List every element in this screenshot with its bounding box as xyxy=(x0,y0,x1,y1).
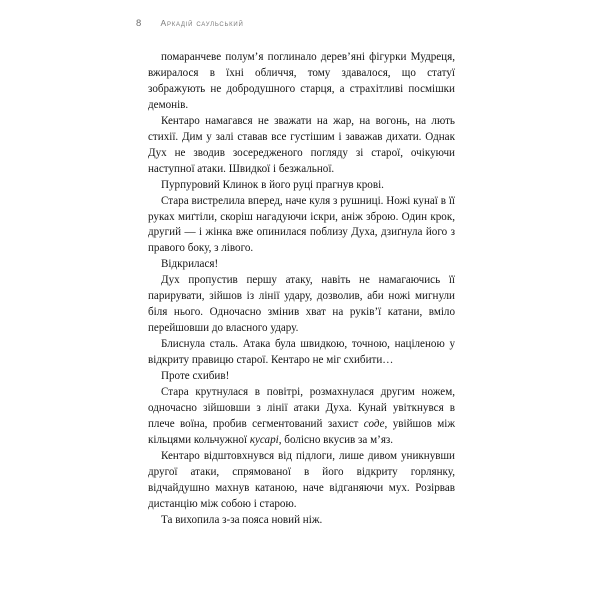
paragraph: Та вихопила з-за пояса новий ніж. xyxy=(161,513,323,526)
paragraph: Дух пропустив першу атаку, навіть не намагаючись її парирувати, зійшов із лінії удару, дозволив, аби ножі мигнули біля нього. Одночасно змінив хват на руків’ї катани, вміло перейшовши до власного удару. xyxy=(148,274,455,335)
paragraph: Проте схибив! xyxy=(161,370,230,383)
text-run: Стара крутнулася в повітрі, розмахнулася другим ножем, одночасно зійшовши з лінії атаки Духа. Кунай увіткнувся в плече воїна, пробив сегментований захист xyxy=(148,386,455,430)
paragraph: Кентаро намагався не зважати на жар, на вогонь, на лють стихії. Дим у залі ставав все густішим і заважав дихати. Однак Дух не зводив зосередженого погляду зі старої, очікуючи наступної атаки. Швидкої і безжальної. xyxy=(148,114,455,175)
paragraph: Кентаро відштовхнувся від підлоги, лише дивом уникнувши другої атаки, спрямованої в його відкриту горлянку, відчайдушно махнув катаною, наче відганяючи мух. Розірвав дистанцію між собою і старою. xyxy=(148,449,455,510)
paragraph: Відкрилася! xyxy=(161,258,219,271)
italic-term: кусарі xyxy=(249,433,279,446)
paragraph: Стара вистрелила вперед, наче куля з рушниці. Ножі кунаї в її руках миґтіли, скоріш нагадуючи іскри, аніж зброю. Один крок, другий — і жінка вже опинилася поблизу Духа, дзиґнула його з правого боку, з лівого. xyxy=(148,194,455,255)
paragraph: помаранчеве полум’я поглинало дерев’яні фігурки Мудреця, вжиралося в їхні обличчя, тому здавалося, що статуї зображують не добродушного старця, а страхітливі посмішки демонів. xyxy=(148,51,455,111)
text-run: , болісно вкусив за м’яз. xyxy=(278,433,394,446)
paragraph: Пурпуровий Клинок в його руці прагнув крові. xyxy=(161,178,384,191)
text-run: , увійшов між кільцями кольчужної xyxy=(148,417,455,446)
paragraph xyxy=(148,385,455,449)
running-head-author: аркадій саульський xyxy=(160,18,244,28)
body-text-block xyxy=(148,50,455,529)
paragraph: Блиснула сталь. Атака була швидкою, точною, націленою у відкриту правицю старої. Кентаро не міг схибити… xyxy=(148,338,455,367)
running-head xyxy=(136,19,456,29)
page-number: 8 xyxy=(136,18,142,29)
italic-term: соде xyxy=(363,417,385,430)
